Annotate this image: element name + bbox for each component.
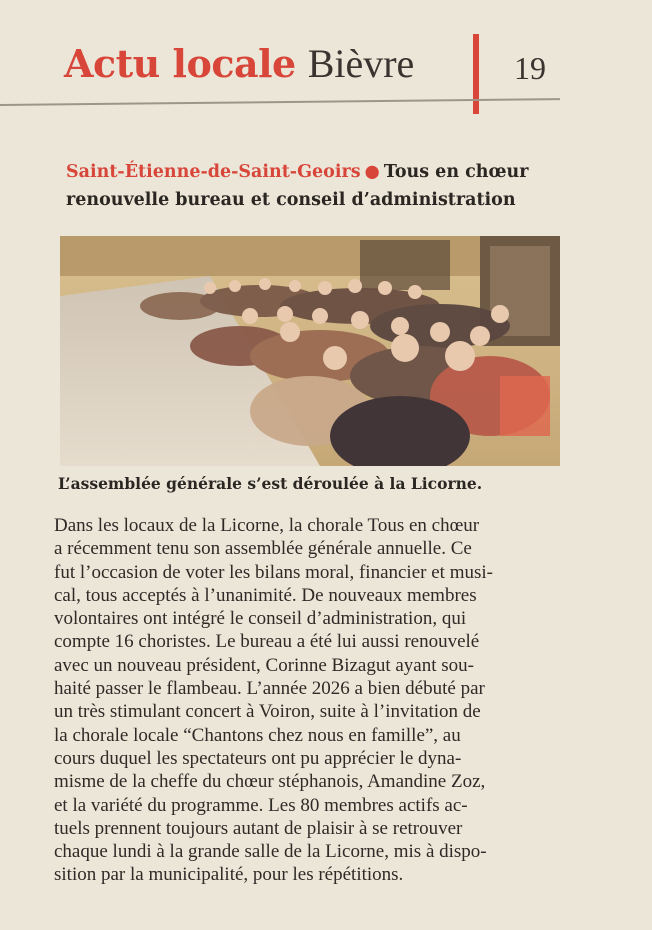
header-divider [473, 34, 479, 114]
audience-photo-illustration [60, 236, 560, 466]
body-line: cal, tous acceptés à l’unanimité. De nouveaux membres [54, 584, 477, 606]
body-line: misme de la cheffe du chœur stéphanois, Amandine Zoz, [54, 771, 486, 793]
body-line: volontaires ont intégré le conseil d’administration, qui [54, 608, 467, 630]
section-title: Actu locale [64, 41, 296, 86]
body-line: tuels prennent toujours autant de plaisir à se retrouver [54, 817, 463, 839]
article-body [54, 514, 594, 887]
body-line: la chorale locale “Chantons chez nous en famille”, au [54, 724, 461, 746]
photo-caption: L’assemblée générale s’est déroulée à la Licorne. [58, 474, 483, 493]
article-title-line1: Tous en chœur [383, 162, 529, 182]
article-title-line2: renouvelle bureau et conseil d’administration [66, 190, 516, 210]
article-headline [66, 158, 566, 214]
article-place: Saint-Étienne-de-Saint-Geoirs [66, 162, 361, 182]
body-line: cours duquel les spectateurs ont pu apprécier le dyna- [54, 747, 462, 769]
body-line: un très stimulant concert à Voiron, suite à l’invitation de [54, 701, 481, 723]
page-number: 19 [514, 50, 546, 86]
body-line: fut l’occasion de voter les bilans moral, financier et musi- [54, 561, 493, 583]
body-line: compte 16 choristes. Le bureau a été lui aussi renouvelé [54, 631, 480, 653]
body-line: chaque lundi à la grande salle de la Licorne, mis à dispo- [54, 841, 487, 863]
region-title: Bièvre [307, 41, 415, 86]
body-line: avec un nouveau président, Corinne Bizagut ayant sou- [54, 654, 474, 676]
body-line: a récemment tenu son assemblée générale annuelle. Ce [54, 538, 472, 560]
article-photo [60, 236, 560, 466]
body-line: et la variété du programme. Les 80 membres actifs ac- [54, 794, 468, 816]
body-line: haité passer le flambeau. L’année 2026 a bien débuté par [54, 678, 485, 700]
body-line: Dans les locaux de la Licorne, la chorale Tous en chœur [54, 515, 480, 536]
bullet-icon: ● [364, 162, 380, 182]
body-line: sition par la municipalité, pour les répétitions. [54, 864, 404, 886]
